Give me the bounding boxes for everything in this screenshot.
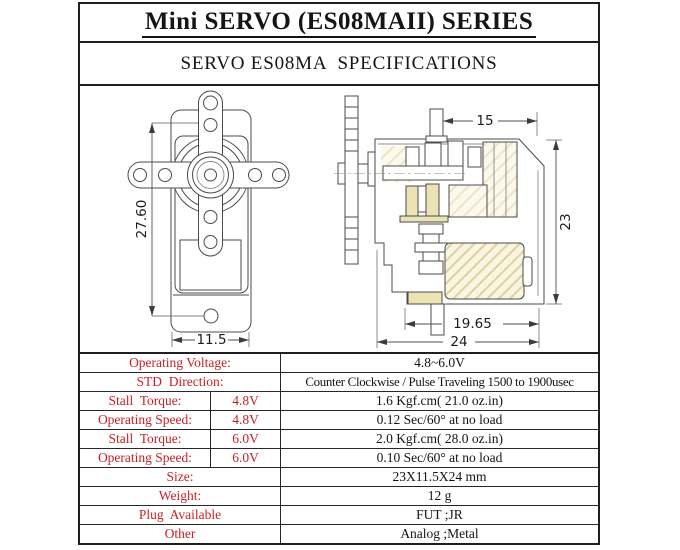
side-body-width-dim-label: 19.65 <box>453 316 492 332</box>
side-height-dim-label: 23 <box>558 213 574 231</box>
spec-value: 1.6 Kgf.cm( 21.0 oz.in) <box>280 392 598 410</box>
page-title: Mini SERVO (ES08MAII) SERIES <box>142 8 536 38</box>
spec-value: Counter Clockwise / Pulse Traveling 1500 to 1900usec <box>280 373 598 391</box>
spec-value: 2.0 Kgf.cm( 28.0 oz.in) <box>280 430 598 448</box>
title-band <box>80 4 598 43</box>
spec-value: Analog ;Metal <box>280 525 598 543</box>
table-row <box>80 430 598 449</box>
table-row <box>80 373 598 392</box>
spec-voltage: 6.0V <box>210 430 280 448</box>
spec-label: Operating Speed: <box>97 412 193 427</box>
table-row <box>80 487 598 506</box>
table-row <box>80 354 598 373</box>
spec-label: STD Direction: <box>136 374 224 389</box>
table-row <box>80 411 598 430</box>
spec-label: Plug Available <box>138 507 222 522</box>
spec-label: Weight: <box>158 488 202 503</box>
servo-side-view <box>334 96 574 350</box>
spec-value: 0.10 Sec/60° at no load <box>280 449 598 467</box>
table-row <box>80 468 598 487</box>
table-row <box>80 506 598 525</box>
spec-value: FUT ;JR <box>280 506 598 524</box>
side-top-width-dim-label: 15 <box>476 113 494 129</box>
spec-label: Size: <box>166 469 194 484</box>
table-row <box>80 449 598 468</box>
spec-label: Stall Torque: <box>108 431 182 446</box>
servo-front-view <box>128 91 289 348</box>
spec-voltage: 4.8V <box>210 411 280 429</box>
spec-label: Operating Voltage: <box>129 355 231 370</box>
spec-value: 0.12 Sec/60° at no load <box>280 411 598 429</box>
drawing-band <box>80 86 598 354</box>
front-height-dim-label: 27.60 <box>134 199 150 239</box>
spec-value: 4.8~6.0V <box>280 354 598 372</box>
spec-voltage: 4.8V <box>210 392 280 410</box>
spec-label: Operating Speed: <box>97 450 193 465</box>
spec-label: Other <box>164 526 196 541</box>
document-frame <box>78 2 600 545</box>
front-width-dim-label: 11.5 <box>196 332 227 348</box>
subtitle-band <box>80 43 598 86</box>
spec-table <box>80 354 598 543</box>
spec-label: Stall Torque: <box>108 393 182 408</box>
spec-value: 12 g <box>280 487 598 505</box>
spec-value: 23X11.5X24 mm <box>280 468 598 486</box>
table-row <box>80 392 598 411</box>
side-overall-width-dim-label: 24 <box>450 334 468 350</box>
spec-voltage: 6.0V <box>210 449 280 467</box>
page-subtitle: SERVO ES08MA SPECIFICATIONS <box>180 52 498 74</box>
technical-drawing <box>80 86 602 352</box>
table-row <box>80 525 598 543</box>
